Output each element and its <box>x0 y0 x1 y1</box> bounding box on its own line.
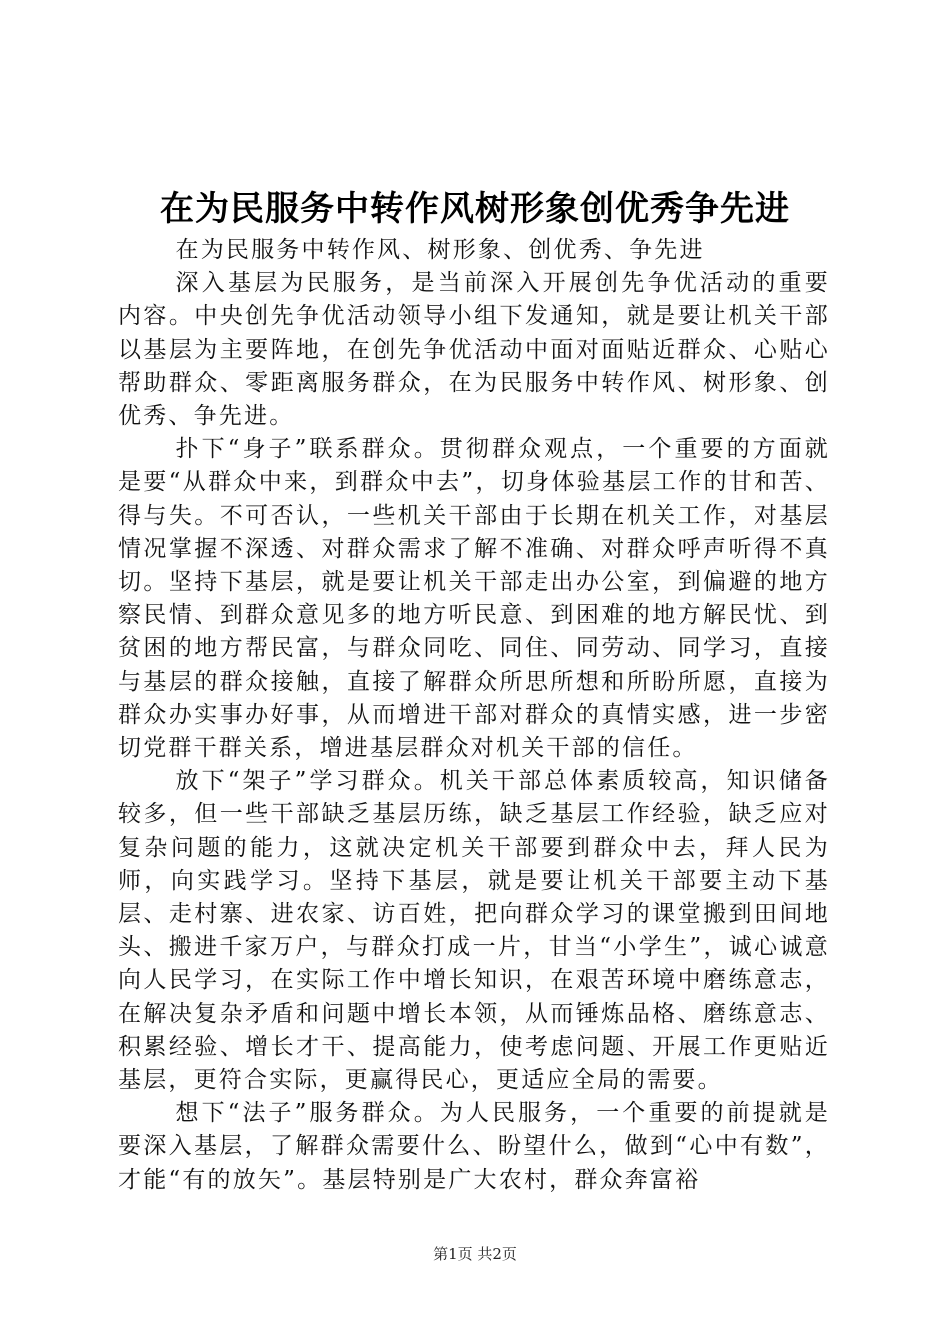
document-body <box>118 234 830 1197</box>
body-paragraph: 放下“架子”学习群众。机关干部总体素质较高，知识储备较多，但一些干部缺乏基层历练，缺乏基层工作经验，缺乏应对复杂问题的能力，这就决定机关干部要到群众中去，拜人民为师，向实践学习。坚持下基层，就是要让机关干部要主动下基层、走村寨、进农家、访百姓，把向群众学习的课堂搬到田间地头、搬进千家万户，与群众打成一片，甘当“小学生”，诚心诚意向人民学习，在实际工作中增长知识，在艰苦环境中磨练意志，在解决复杂矛盾和问题中增长本领，从而锤炼品格、磨练意志、积累经验、增长才干、提高能力，使考虑问题、开展工作更贴近基层，更符合实际，更赢得民心，更适应全局的需要。 <box>118 768 830 1094</box>
document-title: 在为民服务中转作风树形象创优秀争先进 <box>160 189 790 229</box>
page-number-footer: 第1页 共2页 <box>433 1245 517 1263</box>
subtitle-paragraph: 在为民服务中转作风、树形象、创优秀、争先进 <box>175 237 705 263</box>
intro-paragraph: 深入基层为民服务，是当前深入开展创先争优活动的重要内容。中央创先争优活动领导小组下发通知，就是要让机关干部以基层为主要阵地，在创先争优活动中面对面贴近群众、心贴心帮助群众、零距离服务群众，在为民服务中转作风、树形象、创优秀、争先进。 <box>118 270 830 430</box>
body-paragraph: 想下“法子”服务群众。为人民服务，一个重要的前提就是要深入基层，了解群众需要什么、盼望什么，做到“心中有数”，才能“有的放矢”。基层特别是广大农村，群众奔富裕 <box>118 1100 830 1193</box>
body-paragraph: 扑下“身子”联系群众。贯彻群众观点，一个重要的方面就是要“从群众中来，到群众中去”，切身体验基层工作的甘和苦、得与失。不可否认，一些机关干部由于长期在机关工作，对基层情况掌握不深透、对群众需求了解不准确、对群众呼声听得不真切。坚持下基层，就是要让机关干部走出办公室，到偏避的地方察民情、到群众意见多的地方听民意、到困难的地方解民忧、到贫困的地方帮民富，与群众同吃、同住、同劳动、同学习，直接与基层的群众接触，直接了解群众所思所想和所盼所愿，直接为群众办实事办好事，从而增进干部对群众的真情实感，进一步密切党群干群关系，增进基层群众对机关干部的信任。 <box>118 436 830 762</box>
